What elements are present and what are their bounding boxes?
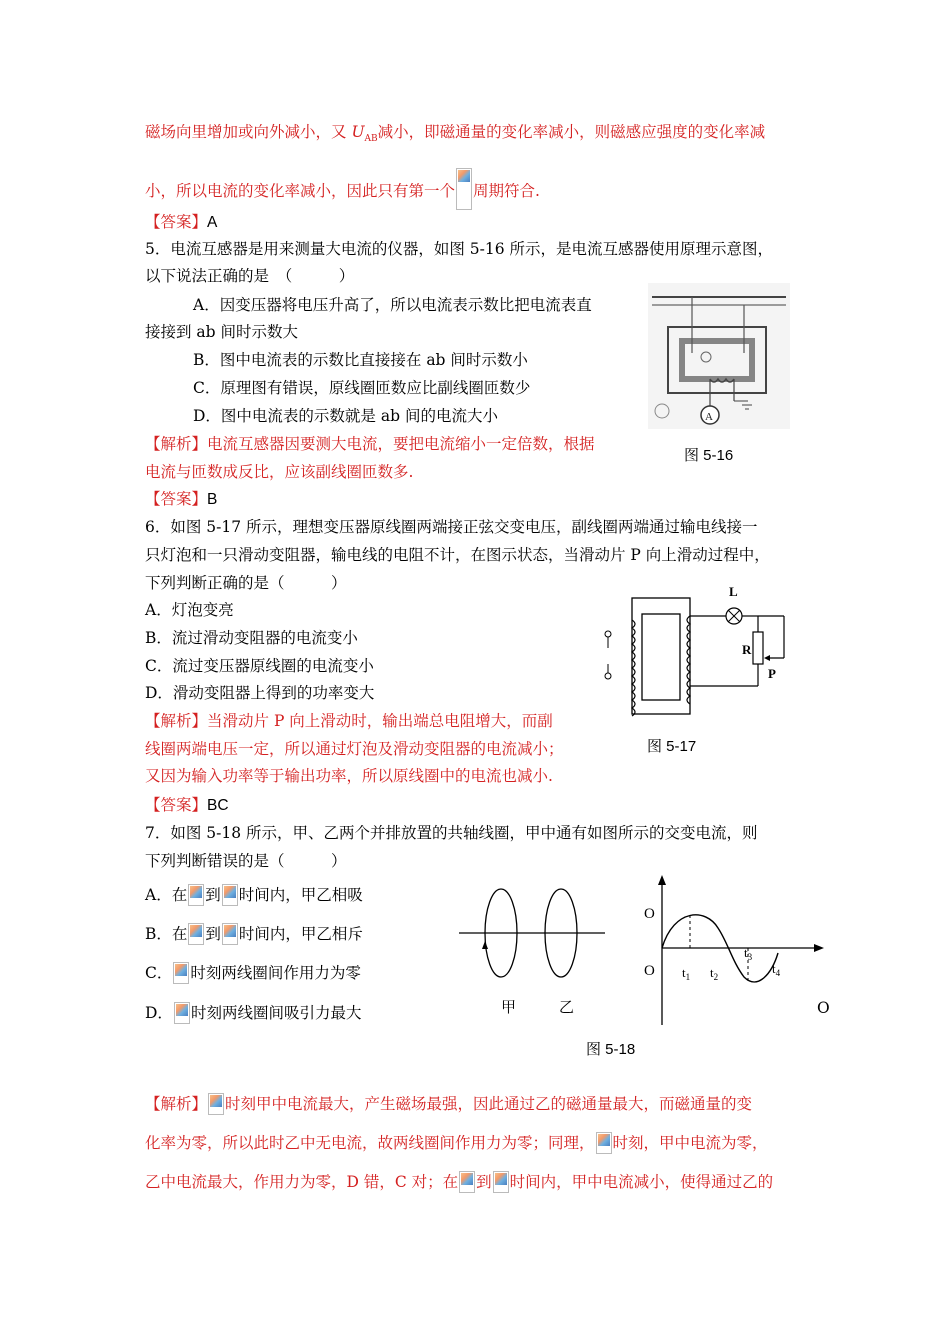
q5-option-c: C．原理图有错误，原线圈匝数应比副线圈匝数少 <box>193 379 531 397</box>
q7-option-b <box>145 923 363 945</box>
option-text: B．在 <box>145 925 188 943</box>
option-text: A．在 <box>145 886 188 904</box>
tick-t4-sub: 4 <box>775 968 781 978</box>
tick-t2-var: t <box>710 965 714 980</box>
tick-t4-var: t <box>772 961 776 976</box>
option-text: D． <box>145 1004 173 1022</box>
analysis-tag: 【解析】 <box>145 1095 208 1113</box>
intro-text: 磁场向里增加或向外减小，又 <box>145 123 352 141</box>
analysis-text: 电流互感器因要测大电流，要把电流缩小一定倍数，根据 <box>207 435 595 453</box>
formula-image-icon <box>596 1132 612 1154</box>
tick-t1-var: t <box>682 965 686 980</box>
option-text: 时刻两线圈间吸引力最大 <box>190 1004 362 1022</box>
answer-tag: 【答案】 <box>145 796 208 814</box>
var-u-sub: AB <box>364 134 378 145</box>
intro-line-1 <box>145 122 765 149</box>
q6-option-b: B．流过滑动变阻器的电流变小 <box>145 629 358 647</box>
figure-5-18-caption: 图 5-18 <box>586 1041 636 1058</box>
formula-image-icon <box>459 1171 475 1193</box>
q7-analysis-2 <box>145 1132 768 1154</box>
analysis-tag: 【解析】 <box>145 712 208 730</box>
figure-5-18-graph <box>640 873 840 1033</box>
q6-option-d: D．滑动变阻器上得到的功率变大 <box>145 684 375 702</box>
q5-option-a-2: 接接到 ab 间时示数大 <box>145 323 299 341</box>
q5-stem-1: 5．电流互感器是用来测量大电流的仪器，如图 5-16 所示，是电流互感器使用原理示意图， <box>145 240 774 258</box>
label-slider-P: P <box>768 666 776 681</box>
graph-origin-top: O <box>644 906 655 922</box>
formula-image-icon <box>188 923 204 945</box>
option-text: 到 <box>205 925 221 943</box>
figure-5-17-caption: 图 5-17 <box>647 738 697 755</box>
option-text: 时刻两线圈间作用力为零 <box>190 964 361 982</box>
q6-option-c: C．流过变压器原线圈的电流变小 <box>145 657 374 675</box>
answer-tag: 【答案】 <box>145 213 208 231</box>
intro-text: 小，所以电流的变化率减小，因此只有第一个 <box>145 182 456 200</box>
q6-stem-2: 只灯泡和一只滑动变阻器，输电线的电阻不计，在图示状态，当滑动片 P 向上滑动过程中， <box>145 546 770 564</box>
intro-text: 周期符合. <box>473 182 540 200</box>
q5-stem-2: 以下说法正确的是 （ ） <box>145 267 355 285</box>
figure-5-18-coils <box>455 885 615 1015</box>
q7-analysis-1 <box>145 1093 752 1115</box>
analysis-text: 时刻甲中电流最大，产生磁场最强，因此通过乙的磁通量最大，而磁通量的变 <box>225 1095 753 1113</box>
coil-jia-label: 甲 <box>501 1000 517 1015</box>
q5-option-a-1: A．因变压器将电压升高了，所以电流表示数比把电流表直 <box>193 296 592 314</box>
formula-image-icon <box>222 884 238 906</box>
option-text: 到 <box>205 886 221 904</box>
q7-option-c <box>145 962 361 984</box>
graph-origin-mid: O <box>644 963 655 979</box>
analysis-text: 时刻，甲中电流为零， <box>612 1134 768 1152</box>
formula-image-icon <box>222 923 238 945</box>
tick-t3-sub: 3 <box>747 952 753 962</box>
q7-stem-2: 下列判断错误的是（ ） <box>145 852 347 870</box>
intro-line-2 <box>145 168 540 210</box>
answer-value: B <box>207 491 218 508</box>
q5-option-d: D．图中电流表的示数就是 ab 间的电流大小 <box>193 407 498 425</box>
analysis-text: 化率为零，所以此时乙中无电流，故两线圈间作用力为零；同理， <box>145 1134 595 1152</box>
analysis-text: 时间内，甲中电流减小，使得通过乙的 <box>509 1173 774 1191</box>
figure-5-16 <box>648 283 790 429</box>
label-lamp-L: L <box>729 584 738 599</box>
intro-answer <box>145 212 217 233</box>
figure-5-17 <box>598 580 808 720</box>
current-transformer-diagram <box>648 283 790 429</box>
tick-t1 <box>682 965 690 982</box>
formula-image-icon <box>456 168 472 210</box>
answer-tag: 【答案】 <box>145 490 208 508</box>
tick-t4 <box>772 961 781 978</box>
formula-image-icon <box>208 1093 224 1115</box>
alternating-current-graph <box>640 873 840 1033</box>
q6-stem-3: 下列判断正确的是（ ） <box>145 574 347 592</box>
formula-image-icon <box>493 1171 509 1193</box>
tick-t1-sub: 1 <box>685 972 691 982</box>
option-text: C． <box>145 964 173 982</box>
tick-t3-var: t <box>744 945 748 960</box>
q7-analysis-3 <box>145 1171 773 1193</box>
q7-option-d <box>145 1002 361 1024</box>
q7-stem-1: 7．如图 5-18 所示，甲、乙两个并排放置的共轴线圈，甲中通有如图所示的交变电流，则 <box>145 824 758 842</box>
coil-yi-label: 乙 <box>559 1000 575 1015</box>
q6-stem-1: 6．如图 5-17 所示，理想变压器原线圈两端接正弦交变电压，副线圈两端通过输电线接一 <box>145 518 758 536</box>
answer-value: BC <box>207 797 229 814</box>
label-resistor-R: R <box>742 642 752 657</box>
q5-option-b: B．图中电流表的示数比直接接在 ab 间时示数小 <box>193 351 528 369</box>
figure-5-16-caption: 图 5-16 <box>684 447 734 464</box>
formula-image-icon <box>173 962 189 984</box>
analysis-text: 乙中电流最大，作用力为零，D 错，C 对；在 <box>145 1173 459 1191</box>
q6-analysis-1 <box>145 711 553 731</box>
q6-answer <box>145 795 229 816</box>
graph-origin-right: O <box>817 999 830 1017</box>
answer-value: A <box>207 214 218 231</box>
option-text: 时间内，甲乙相斥 <box>238 925 363 943</box>
q5-answer <box>145 489 217 510</box>
analysis-text: 到 <box>476 1173 492 1191</box>
tick-t2-sub: 2 <box>713 972 719 982</box>
q6-analysis-3: 又因为输入功率等于输出功率，所以原线圈中的电流也减小. <box>145 767 553 785</box>
analysis-tag: 【解析】 <box>145 435 208 453</box>
var-u: U <box>351 123 365 141</box>
svg-text:A: A <box>705 411 713 423</box>
analysis-text: 当滑动片 P 向上滑动时，输出端总电阻增大，而副 <box>207 712 553 730</box>
q6-analysis-2: 线圈两端电压一定，所以通过灯泡及滑动变阻器的电流减小； <box>145 740 564 758</box>
q5-analysis-1 <box>145 434 595 454</box>
coaxial-coils-diagram <box>455 885 615 1015</box>
q7-option-a <box>145 884 363 906</box>
intro-text: 减小，即磁通量的变化率减小，则磁感应强度的变化率减 <box>377 123 766 141</box>
formula-image-icon <box>174 1002 190 1024</box>
q5-analysis-2: 电流与匝数成反比，应该副线圈匝数多. <box>145 463 414 481</box>
option-text: 时间内，甲乙相吸 <box>238 886 363 904</box>
q6-option-a: A．灯泡变亮 <box>145 601 234 619</box>
formula-image-icon <box>188 884 204 906</box>
transformer-circuit-diagram <box>598 580 808 720</box>
tick-t2 <box>710 965 718 982</box>
